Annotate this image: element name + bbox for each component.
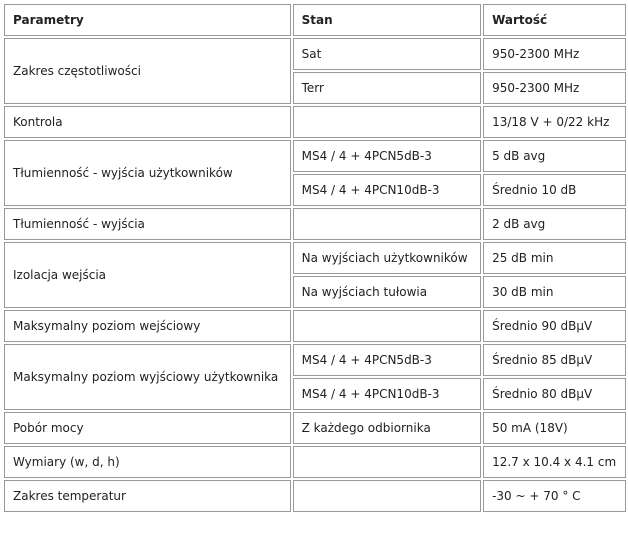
- value-cell: 950-2300 MHz: [483, 72, 626, 104]
- spec-table-container: [2, 2, 628, 514]
- value-cell: -30 ~ + 70 ° C: [483, 480, 626, 512]
- stan-cell: MS4 / 4 + 4PCN5dB-3: [293, 344, 481, 376]
- value-cell: 5 dB avg: [483, 140, 626, 172]
- stan-cell: [293, 446, 481, 478]
- table-row: [4, 344, 626, 376]
- stan-cell: Na wyjściach użytkowników: [293, 242, 481, 274]
- table-body: [4, 38, 626, 512]
- stan-cell: [293, 480, 481, 512]
- value-cell: Średnio 90 dBµV: [483, 310, 626, 342]
- value-cell: 12.7 x 10.4 x 4.1 cm: [483, 446, 626, 478]
- param-cell: Pobór mocy: [4, 412, 291, 444]
- header-wartosc: Wartość: [483, 4, 626, 36]
- value-cell: 950-2300 MHz: [483, 38, 626, 70]
- value-cell: 30 dB min: [483, 276, 626, 308]
- header-stan: Stan: [293, 4, 481, 36]
- table-row: [4, 106, 626, 138]
- stan-cell: [293, 310, 481, 342]
- param-cell: Zakres częstotliwości: [4, 38, 291, 104]
- table-row: [4, 446, 626, 478]
- param-cell: Wymiary (w, d, h): [4, 446, 291, 478]
- param-cell: Maksymalny poziom wyjściowy użytkownika: [4, 344, 291, 410]
- stan-cell: MS4 / 4 + 4PCN10dB-3: [293, 174, 481, 206]
- table-row: [4, 208, 626, 240]
- param-cell: Tłumienność - wyjścia: [4, 208, 291, 240]
- stan-cell: Z każdego odbiornika: [293, 412, 481, 444]
- stan-cell: [293, 106, 481, 138]
- table-row: [4, 310, 626, 342]
- param-cell: Kontrola: [4, 106, 291, 138]
- value-cell: Średnio 80 dBµV: [483, 378, 626, 410]
- header-parametry: Parametry: [4, 4, 291, 36]
- value-cell: 50 mA (18V): [483, 412, 626, 444]
- table-header-row: [4, 4, 626, 36]
- stan-cell: MS4 / 4 + 4PCN5dB-3: [293, 140, 481, 172]
- stan-cell: Na wyjściach tułowia: [293, 276, 481, 308]
- value-cell: 13/18 V + 0/22 kHz: [483, 106, 626, 138]
- table-row: [4, 140, 626, 172]
- table-row: [4, 242, 626, 274]
- stan-cell: Terr: [293, 72, 481, 104]
- spec-table: [2, 2, 628, 514]
- param-cell: Izolacja wejścia: [4, 242, 291, 308]
- param-cell: Maksymalny poziom wejściowy: [4, 310, 291, 342]
- stan-cell: Sat: [293, 38, 481, 70]
- value-cell: Średnio 85 dBµV: [483, 344, 626, 376]
- stan-cell: [293, 208, 481, 240]
- table-row: [4, 480, 626, 512]
- value-cell: 2 dB avg: [483, 208, 626, 240]
- table-row: [4, 412, 626, 444]
- value-cell: Średnio 10 dB: [483, 174, 626, 206]
- param-cell: Zakres temperatur: [4, 480, 291, 512]
- stan-cell: MS4 / 4 + 4PCN10dB-3: [293, 378, 481, 410]
- table-row: [4, 38, 626, 70]
- param-cell: Tłumienność - wyjścia użytkowników: [4, 140, 291, 206]
- value-cell: 25 dB min: [483, 242, 626, 274]
